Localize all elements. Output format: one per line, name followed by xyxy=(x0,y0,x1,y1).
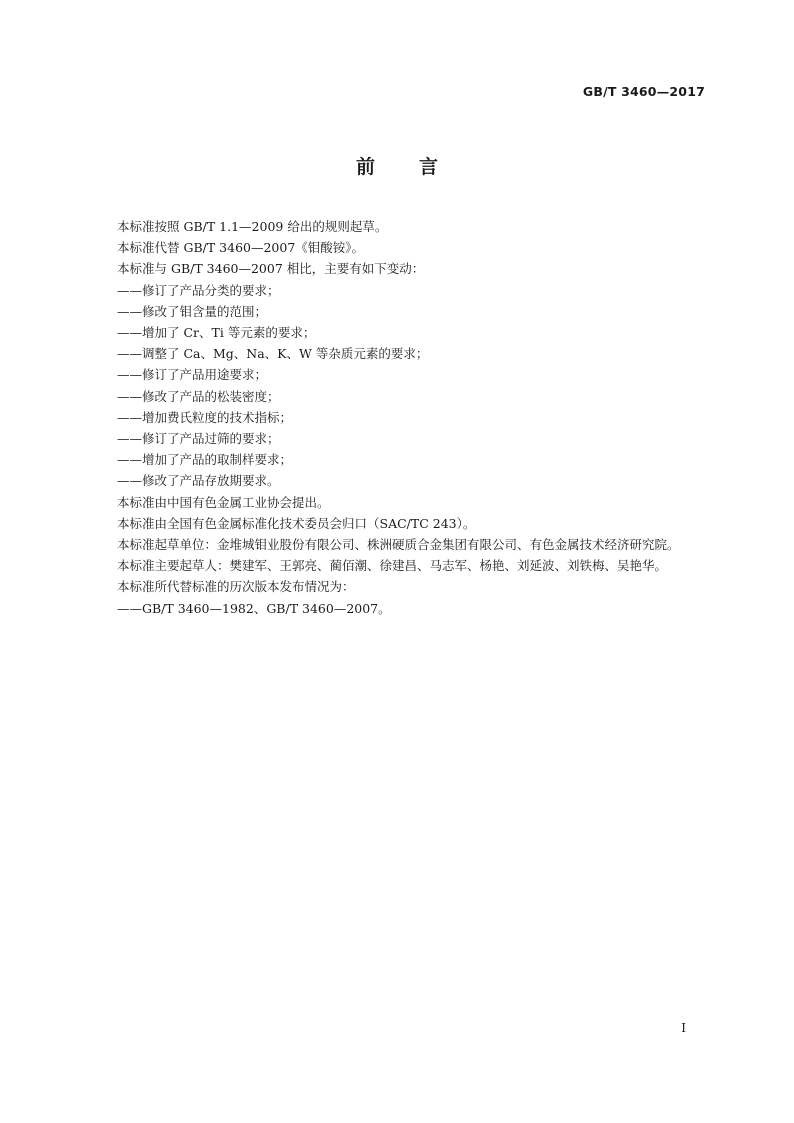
paragraph: 本标准所代替标准的历次版本发布情况为： xyxy=(117,579,355,595)
page-number: I xyxy=(681,1021,686,1035)
list-item: ——增加费氏粒度的技术指标； xyxy=(117,409,293,425)
paragraph: 本标准按照 GB/T 1.1—2009 给出的规则起草。 xyxy=(117,219,388,234)
list-item: ——修订了产品过筛的要求； xyxy=(117,431,280,447)
list-item: ——修改了钼含量的范围； xyxy=(117,303,268,319)
list-item: ——增加了产品的取制样要求； xyxy=(117,452,293,468)
list-item: ——增加了 Cr、Ti 等元素的要求； xyxy=(117,325,316,341)
list-item: ——调整了 Ca、Mg、Na、K、W 等杂质元素的要求； xyxy=(117,346,429,362)
paragraph: 本标准由中国有色金属工业协会提出。 xyxy=(117,494,330,510)
list-item: ——修改了产品的松装密度； xyxy=(117,388,280,404)
list-item: ——修订了产品用途要求； xyxy=(117,367,268,383)
page-title: 前言 xyxy=(355,156,482,178)
paragraph: 本标准主要起草人：樊建军、王郭亮、蔺佰潮、徐建昌、马志军、杨艳、刘延波、刘铁梅、吴艳华。 xyxy=(117,558,668,574)
list-item: ——GB/T 3460—1982、GB/T 3460—2007。 xyxy=(117,600,391,616)
paragraph: 本标准代替 GB/T 3460—2007《钼酸铵》。 xyxy=(117,240,365,256)
list-item: ——修订了产品分类的要求； xyxy=(117,282,280,298)
paragraph: 本标准与 GB/T 3460—2007 相比，主要有如下变动： xyxy=(117,261,425,277)
standard-code: GB/T 3460—2017 xyxy=(582,84,705,99)
paragraph: 本标准起草单位：金堆城钼业股份有限公司、株洲硬质合金集团有限公司、有色金属技术经济研究院。 xyxy=(117,537,680,553)
paragraph: 本标准由全国有色金属标准化技术委员会归口（SAC/TC 243）。 xyxy=(117,515,476,531)
list-item: ——修改了产品存放期要求。 xyxy=(117,473,280,489)
foreword-body xyxy=(92,216,712,619)
